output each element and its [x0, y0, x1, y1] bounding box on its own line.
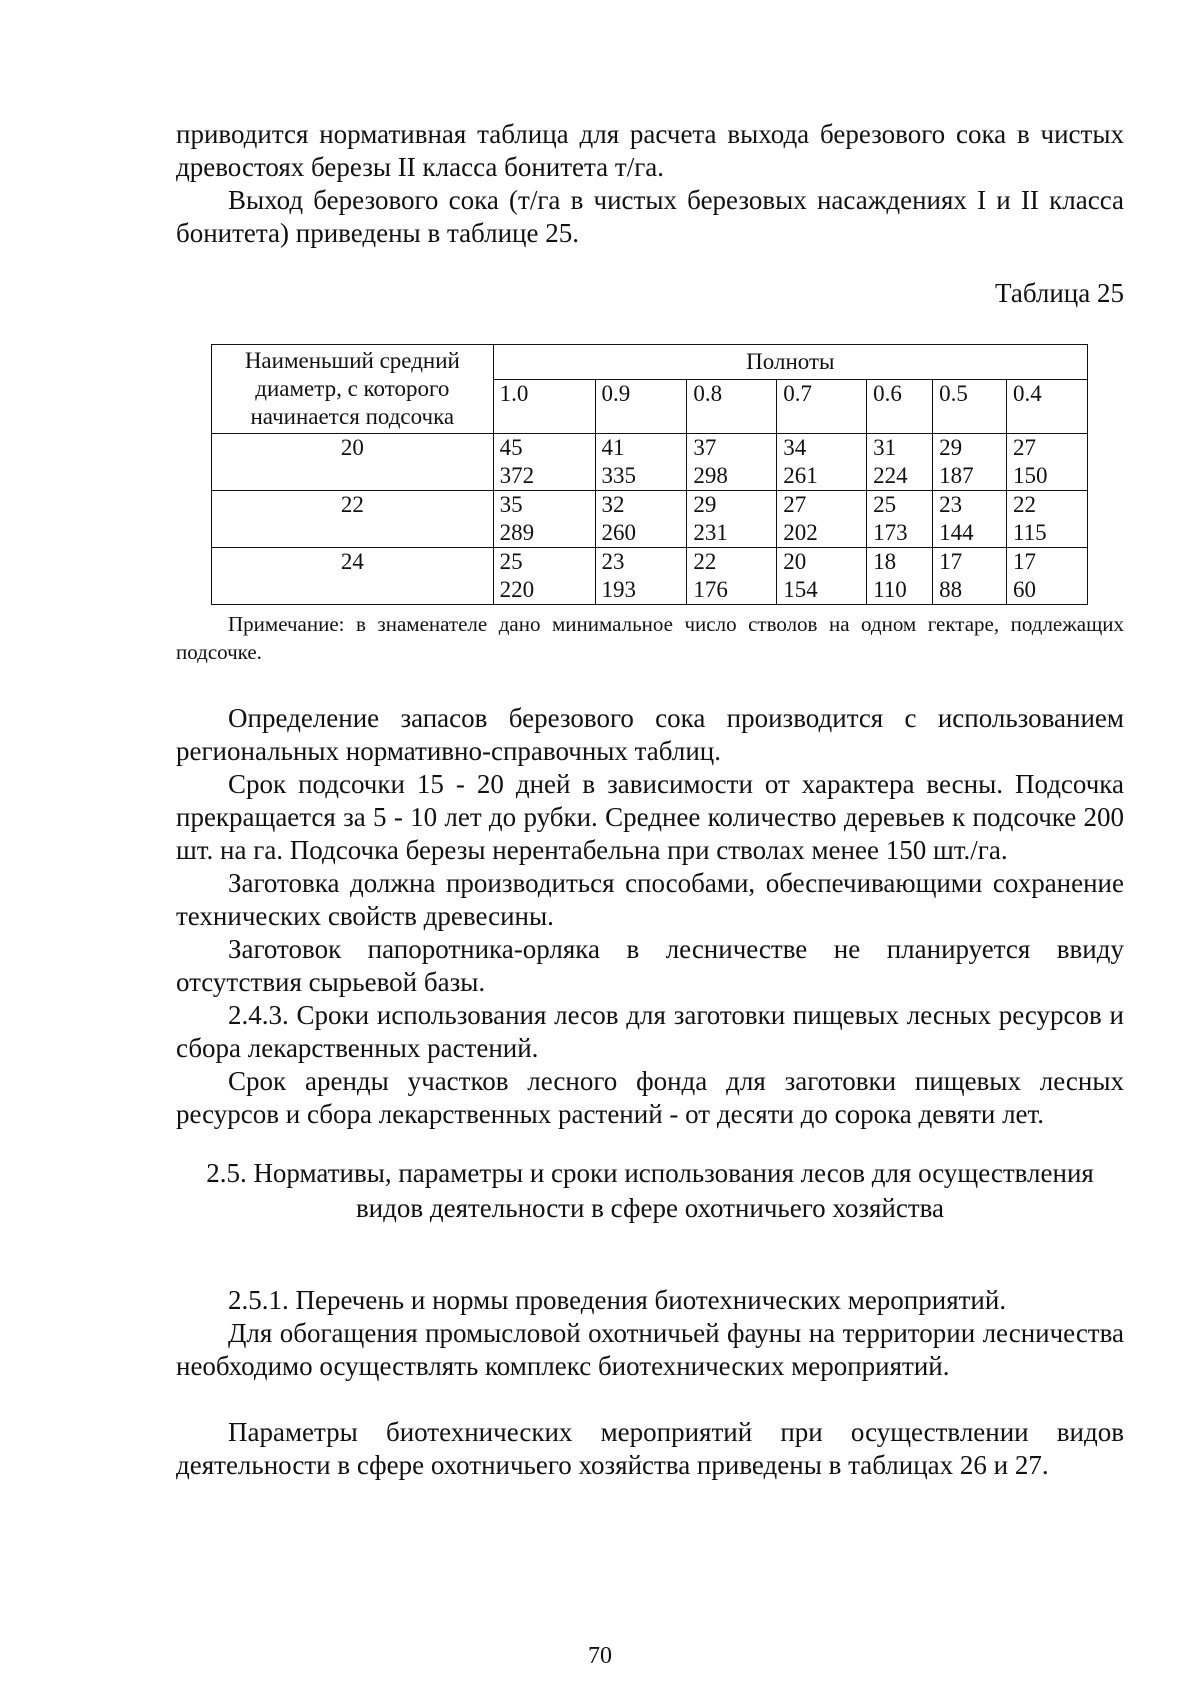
cell-numerator: 25	[499, 549, 523, 574]
cell-denominator: 150	[1013, 463, 1048, 488]
cell-denominator: 144	[939, 520, 974, 545]
cell-denominator: 298	[693, 463, 728, 488]
body-paragraph-5: 2.4.3. Сроки использования лесов для заготовки пищевых лесных ресурсов и сбора лекарственных растений.	[176, 1000, 1124, 1063]
cell-numerator: 29	[939, 435, 963, 460]
table-note: Примечание: в знаменателе дано минимальное число стволов на одном гектаре, подлежащих подсочке.	[176, 612, 1124, 664]
cell-numerator: 35	[499, 492, 523, 517]
cell-denominator: 335	[601, 463, 636, 488]
cell-denominator: 110	[873, 577, 907, 602]
table-cell	[493, 548, 595, 605]
row-header-cell: Наименьший средний диаметр, с которого начинается подсочка	[212, 345, 494, 434]
section-paragraph-3: Параметры биотехнических мероприятий при осуществлении видов деятельности в сфере охотничьего хозяйства приведены в таблицах 26 и 27.	[176, 1417, 1124, 1480]
body-paragraph-6: Срок аренды участков лесного фонда для заготовки пищевых лесных ресурсов и сбора лекарственных растений - от десяти до сорока девяти лет.	[176, 1066, 1124, 1129]
cell-numerator: 23	[939, 492, 963, 517]
table-cell	[867, 548, 933, 605]
cell-denominator: 176	[693, 577, 728, 602]
cell-denominator: 224	[873, 463, 908, 488]
table-cell	[493, 434, 595, 491]
cell-denominator: 372	[499, 463, 535, 488]
column-header: 0.6	[867, 380, 933, 434]
cell-numerator: 34	[783, 435, 807, 460]
table-caption: Таблица 25	[995, 278, 1124, 308]
table-cell	[493, 491, 595, 548]
cell-numerator: 29	[693, 492, 717, 517]
cell-denominator: 289	[499, 520, 535, 545]
cell-numerator: 23	[601, 549, 625, 574]
cell-numerator: 17	[1013, 549, 1037, 574]
cell-denominator: 231	[693, 520, 728, 545]
cell-numerator: 37	[693, 435, 717, 460]
cell-numerator: 27	[1013, 435, 1037, 460]
table-cell	[933, 491, 1007, 548]
cell-denominator: 202	[783, 520, 818, 545]
cell-denominator: 60	[1013, 577, 1037, 602]
table-cell	[933, 434, 1007, 491]
table-cell	[1007, 434, 1088, 491]
cell-numerator: 32	[601, 492, 625, 517]
table-cell	[1007, 548, 1088, 605]
page-number: 70	[588, 1643, 612, 1669]
table-cell	[777, 491, 867, 548]
column-header: 0.7	[777, 380, 867, 434]
diameter-cell: 20	[212, 434, 494, 491]
table-cell	[1007, 491, 1088, 548]
cell-numerator: 22	[1013, 492, 1037, 517]
cell-numerator: 27	[783, 492, 807, 517]
cell-numerator: 45	[499, 435, 523, 460]
section-paragraph-1: 2.5.1. Перечень и нормы проведения биотехнических мероприятий.	[228, 1285, 1007, 1315]
column-header: 1.0	[493, 380, 595, 434]
cell-numerator: 17	[939, 549, 963, 574]
sap-yield-table	[211, 344, 1088, 605]
section-paragraph-2: Для обогащения промысловой охотничьей фауны на территории лесничества необходимо осуществлять комплекс биотехнических мероприятий.	[176, 1318, 1124, 1381]
cell-denominator: 260	[601, 520, 636, 545]
body-paragraph-1: Определение запасов березового сока производится с использованием региональных нормативно-справочных таблиц.	[176, 703, 1124, 766]
diameter-cell: 22	[212, 491, 494, 548]
cell-denominator: 220	[499, 577, 535, 602]
cell-denominator: 193	[601, 577, 636, 602]
intro-paragraph-2: Выход березового сока (т/га в чистых березовых насаждениях I и II класса бонитета) приведены в таблице 25.	[176, 185, 1124, 248]
cell-denominator: 187	[939, 463, 974, 488]
table-cell	[595, 548, 687, 605]
body-paragraph-2: Срок подсочки 15 - 20 дней в зависимости от характера весны. Подсочка прекращается за 5 - 10 лет до рубки. Среднее количество деревьев к подсочке 200 шт. на га. Подсочка березы нерентабельна при стволах менее 150 шт./га.	[176, 769, 1124, 865]
cell-denominator: 261	[783, 463, 818, 488]
cell-denominator: 88	[939, 577, 963, 602]
table-cell	[687, 434, 777, 491]
table-row	[212, 491, 1088, 548]
table-cell	[687, 491, 777, 548]
body-paragraph-4: Заготовок папоротника-орляка в лесничестве не планируется ввиду отсутствия сырьевой базы.	[176, 934, 1124, 997]
table-cell	[867, 434, 933, 491]
col-group-header: Полноты	[493, 345, 1087, 380]
body-paragraph-3: Заготовка должна производиться способами, обеспечивающими сохранение технических свойств древесины.	[176, 868, 1124, 931]
column-header: 0.9	[595, 380, 687, 434]
diameter-cell: 24	[212, 548, 494, 605]
table-cell	[595, 491, 687, 548]
cell-numerator: 41	[601, 435, 625, 460]
intro-paragraph-1: приводится нормативная таблица для расчета выхода березового сока в чистых древостоях березы II класса бонитета т/га.	[176, 119, 1124, 182]
column-header: 0.5	[933, 380, 1007, 434]
cell-denominator: 115	[1013, 520, 1047, 545]
table-cell	[687, 548, 777, 605]
table-cell	[867, 491, 933, 548]
table-cell	[933, 548, 1007, 605]
cell-numerator: 25	[873, 492, 897, 517]
cell-denominator: 154	[783, 577, 818, 602]
table-cell	[777, 434, 867, 491]
column-header: 0.4	[1007, 380, 1088, 434]
column-header: 0.8	[687, 380, 777, 434]
table-cell	[595, 434, 687, 491]
cell-denominator: 173	[873, 520, 908, 545]
section-heading: 2.5. Нормативы, параметры и сроки использования лесов для осуществления видов деятельности в сфере охотничьего хозяйства	[206, 1158, 1094, 1223]
cell-numerator: 20	[783, 549, 807, 574]
cell-numerator: 22	[693, 549, 717, 574]
cell-numerator: 31	[873, 435, 897, 460]
table-cell	[777, 548, 867, 605]
table-row	[212, 434, 1088, 491]
table-row	[212, 548, 1088, 605]
cell-numerator: 18	[873, 549, 897, 574]
